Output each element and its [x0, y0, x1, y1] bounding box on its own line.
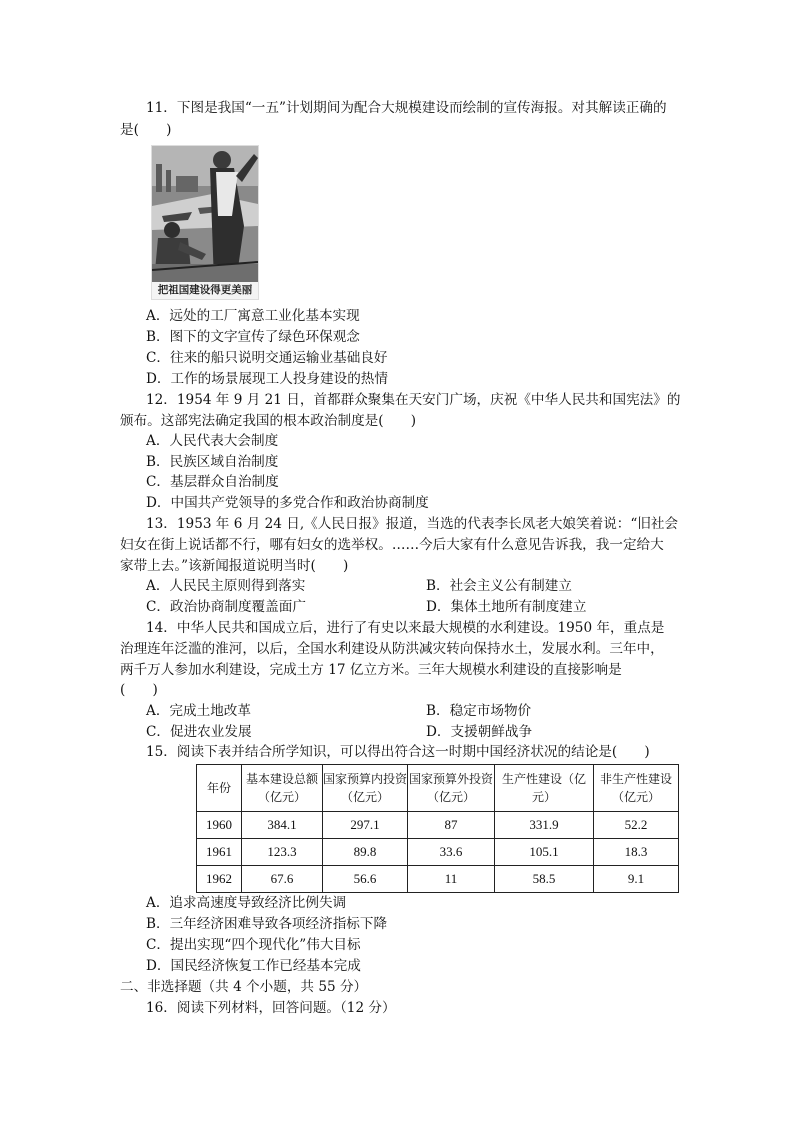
table-cell: 1962 [197, 866, 242, 893]
q13-option-b: B．社会主义公有制建立 [426, 578, 572, 594]
q14-stem-line3: 两千万人参加水利建设，完成土方 17 亿立方米。三年大规模水利建设的直接影响是 [120, 662, 622, 678]
table-cell: 89.8 [323, 839, 408, 866]
q16-stem: 16．阅读下列材料，回答问题。（12 分） [146, 1000, 396, 1016]
table-header-cell: 年份 [197, 765, 242, 812]
q12-option-c: C．基层群众自治制度 [146, 474, 279, 490]
q12-option-a: A．人民代表大会制度 [146, 433, 279, 449]
q13-stem-line2: 妇女在街上说话都不行，哪有妇女的选举权。……今后大家有什么意见告诉我，我一定给大 [120, 537, 664, 553]
q12-option-d: D．中国共产党领导的多党合作和政治协商制度 [146, 495, 429, 511]
economic-data-table [196, 764, 679, 893]
poster-caption: 把祖国建设得更美丽 [157, 284, 253, 296]
table-header-cell: 国家预算内投资（亿元） [323, 765, 408, 812]
table-cell: 67.6 [242, 866, 323, 893]
table-cell: 11 [408, 866, 495, 893]
table-cell: 331.9 [495, 812, 594, 839]
table-header-cell: 非生产性建设（亿元） [594, 765, 679, 812]
table-cell: 384.1 [242, 812, 323, 839]
q11-stem-line2: 是( ) [120, 122, 172, 138]
q14-stem-line2: 治理连年泛滥的淮河，以后，全国水利建设从防洪减灾转向保持水土，发展水利。三年中， [120, 641, 664, 657]
q14-option-b: B．稳定市场物价 [426, 703, 532, 719]
table-cell: 1960 [197, 812, 242, 839]
q13-stem-line1: 13．1953 年 6 月 24 日,《人民日报》报道，当选的代表李长凤老大娘笑着说：“旧社会 [146, 516, 679, 532]
q11-option-b: B．图下的文字宣传了绿色环保观念 [146, 329, 360, 345]
propaganda-poster-image [151, 145, 259, 300]
q11-option-d: D．工作的场景展现工人投身建设的热情 [146, 371, 388, 387]
table-row [197, 839, 679, 866]
table-cell: 58.5 [495, 866, 594, 893]
q11-stem-line1: 11．下图是我国“一五”计划期间为配合大规模建设而绘制的宣传海报。对其解读正确的 [146, 100, 667, 116]
q14-stem-line4: ( ) [120, 682, 158, 698]
q14-option-a: A．完成土地改革 [146, 703, 251, 719]
table-cell: 52.2 [594, 812, 679, 839]
table-cell: 33.6 [408, 839, 495, 866]
table-header-cell: 国家预算外投资（亿元） [408, 765, 495, 812]
q12-stem-line1: 12．1954 年 9 月 21 日，首都群众聚集在天安门广场，庆祝《中华人民共和国宪法》的 [146, 392, 681, 408]
table-header-cell: 生产性建设（亿元） [495, 765, 594, 812]
table-cell: 18.3 [594, 839, 679, 866]
table-row [197, 866, 679, 893]
table-cell: 56.6 [323, 866, 408, 893]
q15-option-d: D．国民经济恢复工作已经基本完成 [146, 958, 361, 974]
table-cell: 105.1 [495, 839, 594, 866]
q14-stem-line1: 14．中华人民共和国成立后，进行了有史以来最大规模的水利建设。1950 年，重点是 [146, 620, 665, 636]
q14-option-c: C．促进农业发展 [146, 724, 252, 740]
table-cell: 123.3 [242, 839, 323, 866]
q13-option-a: A．人民民主原则得到落实 [146, 578, 306, 594]
q15-option-b: B．三年经济困难导致各项经济指标下降 [146, 916, 388, 932]
table-cell: 87 [408, 812, 495, 839]
table-cell: 9.1 [594, 866, 679, 893]
q14-option-d: D．支援朝鲜战争 [426, 724, 533, 740]
q15-option-a: A．追求高速度导致经济比例失调 [146, 895, 347, 911]
q13-stem-line3: 家带上去。”该新闻报道说明当时( ) [120, 558, 349, 574]
q13-option-d: D．集体土地所有制度建立 [426, 599, 587, 615]
q11-option-c: C．往来的船只说明交通运输业基础良好 [146, 350, 388, 366]
section2-title: 二、非选择题（共 4 个小题，共 55 分） [120, 979, 368, 995]
table-cell: 297.1 [323, 812, 408, 839]
q13-option-c: C．政治协商制度覆盖面广 [146, 599, 306, 615]
q12-stem-line2: 颁布。这部宪法确定我国的根本政治制度是( ) [120, 413, 417, 429]
q11-option-a: A．远处的工厂寓意工业化基本实现 [146, 308, 360, 324]
table-header-cell: 基本建设总额（亿元） [242, 765, 323, 812]
q15-option-c: C．提出实现“四个现代化”伟大目标 [146, 937, 361, 953]
q15-stem-line1: 15．阅读下表并结合所学知识，可以得出符合这一时期中国经济状况的结论是( ) [146, 744, 650, 760]
table-cell: 1961 [197, 839, 242, 866]
table-row [197, 812, 679, 839]
poster-illustration [152, 146, 258, 282]
table-header-row [197, 765, 679, 812]
q12-option-b: B．民族区域自治制度 [146, 454, 279, 470]
